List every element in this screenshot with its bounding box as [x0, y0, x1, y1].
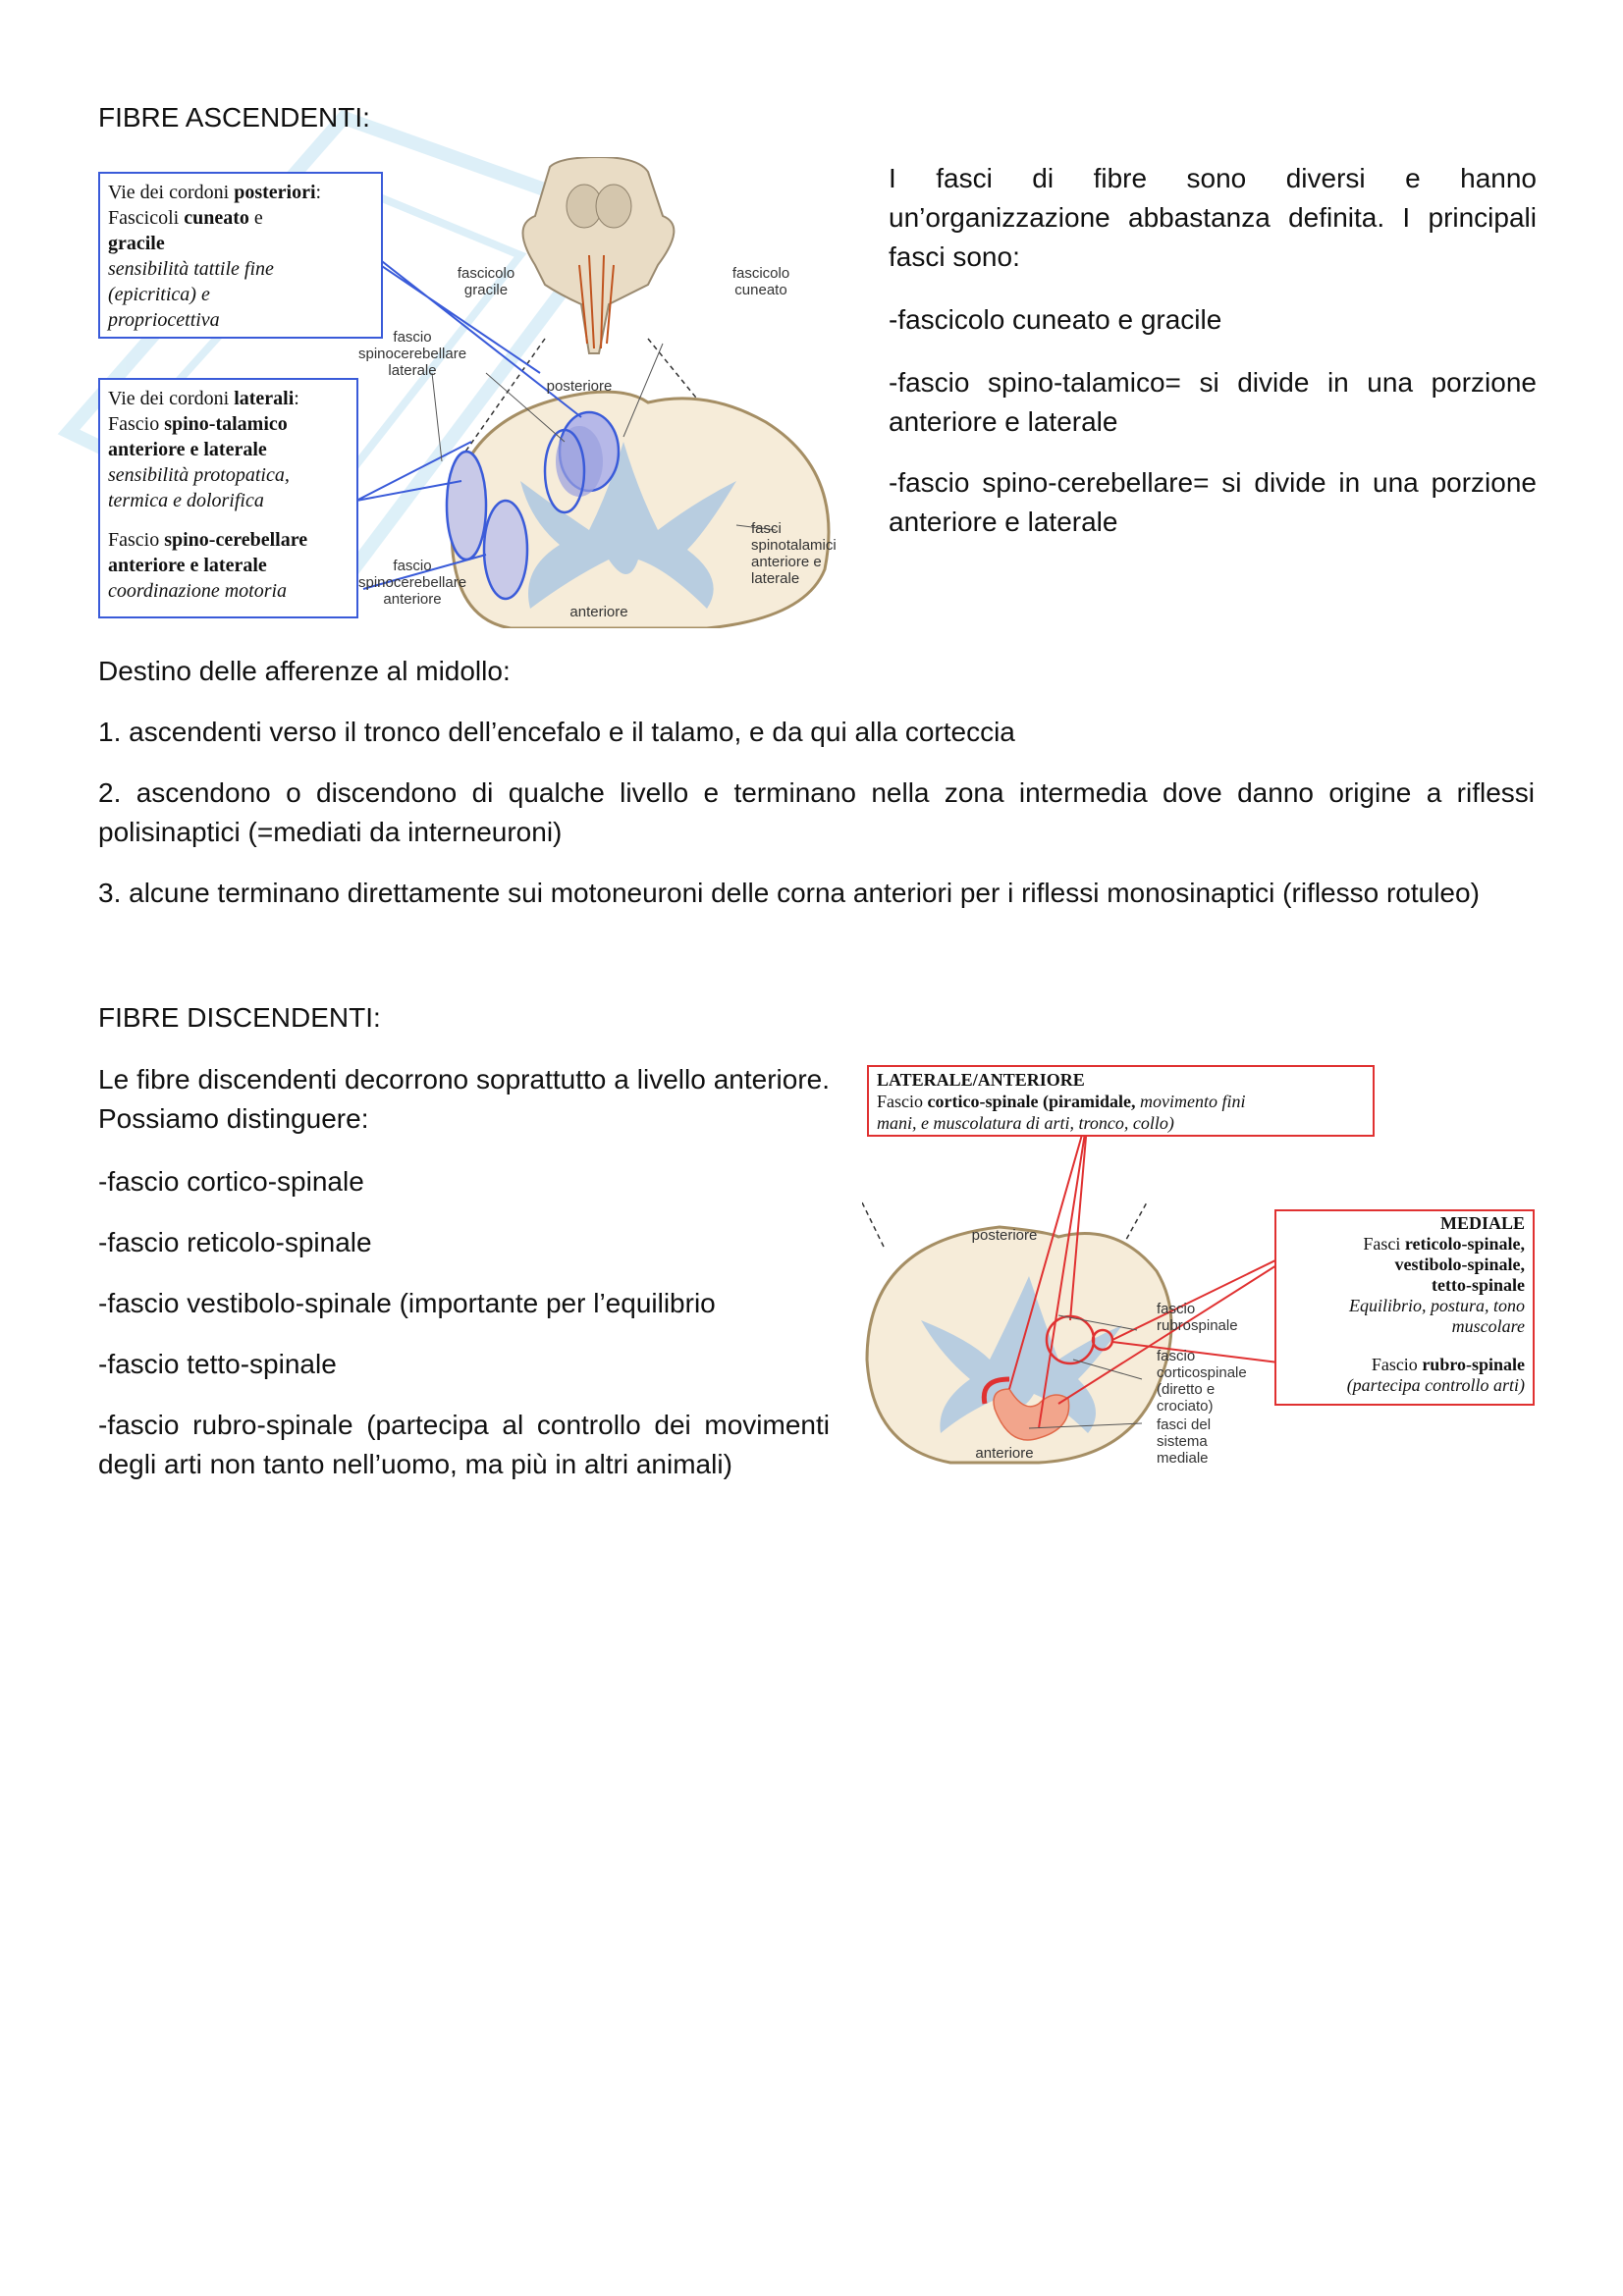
ascending-figure: [98, 157, 874, 628]
descending-item: -fascio tetto-spinale: [98, 1349, 337, 1379]
ascending-intro: I fasci di fibre sono diversi e hanno un’organizzazione abbastanza definita. I principali fasci sono:: [889, 163, 1537, 272]
descending-figure: [862, 1065, 1540, 1477]
descending-item: -fascio vestibolo-spinale (importante per l’equilibrio: [98, 1288, 716, 1318]
medial-box: MEDIALE Fasci reticolo-spinale, vestibolo-spinale, tetto-spinale Equilibrio, postura, tono muscolare Fascio rubro-spinale (partecipa controllo arti): [1274, 1209, 1535, 1406]
ascending-item: -fascio spino-cerebellare= si divide in una porzione anteriore e laterale: [889, 467, 1537, 537]
label-spinocerebellare-anteriore: fascio spinocerebellare anteriore: [358, 558, 467, 608]
label-rubrospinale: fascio rubrospinale: [1157, 1301, 1238, 1334]
descending-item: -fascio rubro-spinale (partecipa al controllo dei movimenti degli arti non tanto nell’uomo, ma più in altri animali): [98, 1410, 830, 1479]
label-fascicolo-cuneato: fascicolo cuneato: [731, 265, 790, 298]
descending-heading: FIBRE DISCENDENTI:: [98, 1002, 381, 1033]
label-fasci-spinotalamici: fasci spinotalamici anteriore e laterale: [751, 520, 837, 587]
brainstem-illustration: [523, 157, 675, 353]
label-sistema-mediale: fasci del sistema mediale: [1157, 1416, 1212, 1467]
lateral-anterior-box: LATERALE/ANTERIORE Fascio cortico-spinale (piramidale, movimento fini mani, e muscolatura di arti, tronco, collo): [867, 1065, 1375, 1137]
label-corticospinale: fascio corticospinale (diretto e crociato): [1157, 1348, 1247, 1415]
afferents-section: [98, 652, 1535, 913]
ascending-heading: FIBRE ASCENDENTI:: [98, 102, 370, 133]
label-anteriore: anteriore: [569, 604, 628, 620]
label-posteriore: posteriore: [546, 378, 613, 395]
descending-item: -fascio reticolo-spinale: [98, 1227, 372, 1257]
label-anteriore-desc: anteriore: [975, 1445, 1034, 1462]
afferents-item: 1. ascendenti verso il tronco dell’encefalo e il talamo, e da qui alla corteccia: [98, 717, 1015, 747]
label-spinocerebellare-laterale: fascio spinocerebellare laterale: [358, 329, 467, 379]
label-fascicolo-gracile: fascicolo gracile: [457, 265, 515, 298]
descending-item: -fascio cortico-spinale: [98, 1166, 364, 1197]
afferents-item: 3. alcune terminano direttamente sui motoneuroni delle corna anteriori per i riflessi monosinaptici (riflesso rotuleo): [98, 878, 1480, 908]
afferents-heading: Destino delle afferenze al midollo:: [98, 656, 511, 686]
ascending-text: [889, 159, 1537, 542]
ascending-item: -fascio spino-talamico= si divide in una porzione anteriore e laterale: [889, 367, 1537, 437]
afferents-item: 2. ascendono o discendono di qualche livello e terminano nella zona intermedia dove danno origine a riflessi polisinaptici (=mediati da interneuroni): [98, 777, 1535, 847]
descending-text: [98, 1060, 830, 1484]
label-posteriore-desc: posteriore: [971, 1227, 1038, 1244]
descending-intro: Le fibre discendenti decorrono soprattutto a livello anteriore. Possiamo distinguere:: [98, 1064, 830, 1134]
ascending-item: -fascicolo cuneato e gracile: [889, 304, 1222, 335]
posterior-columns-box: Vie dei cordoni posteriori: Fascicoli cuneato e gracile sensibilità tattile fine (epicritica) e propriocettiva: [98, 172, 383, 339]
lateral-columns-box: Vie dei cordoni laterali: Fascio spino-talamico anteriore e laterale sensibilità protopatica, termica e dolorifica Fascio spino-cerebellare anteriore e laterale coordinazione motoria: [98, 378, 358, 618]
